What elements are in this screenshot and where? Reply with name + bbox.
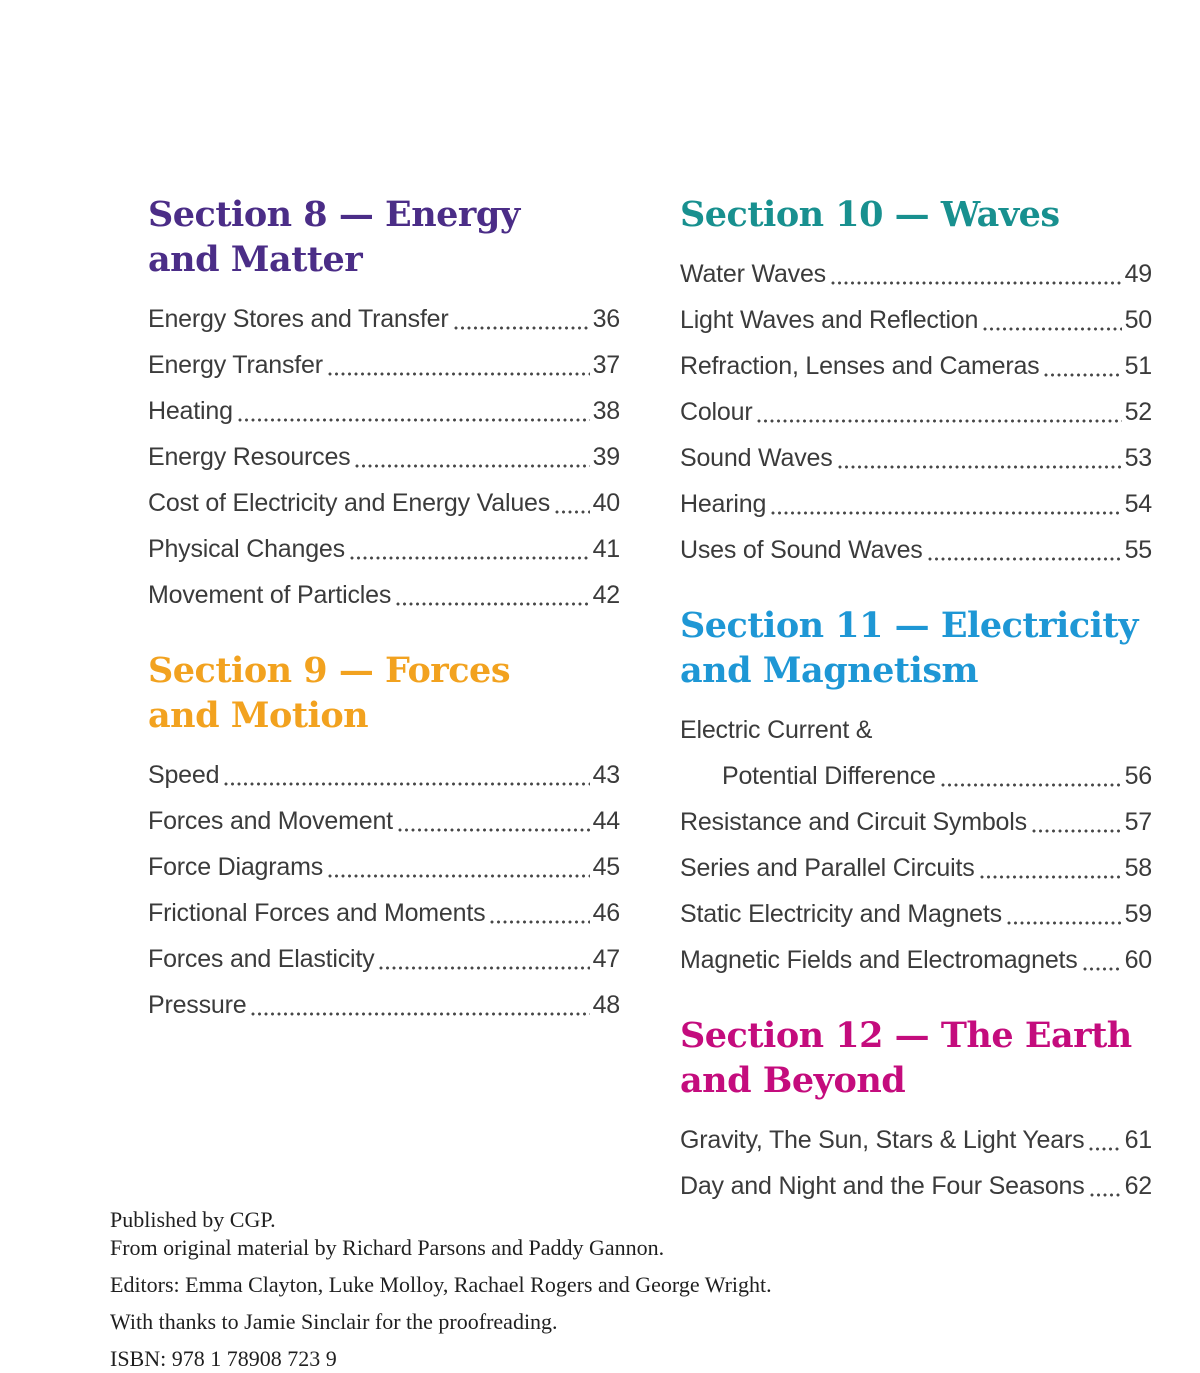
dotted-leader xyxy=(838,465,1122,469)
toc-entry xyxy=(148,434,620,480)
dotted-leader xyxy=(771,511,1121,515)
toc-entry-page: 36 xyxy=(592,305,620,333)
dotted-leader xyxy=(328,372,590,376)
toc-entry-title: Colour xyxy=(680,398,753,426)
toc-entry xyxy=(680,707,1152,753)
toc-entry xyxy=(680,343,1152,389)
toc-entry xyxy=(148,296,620,342)
toc-right-column xyxy=(680,192,1152,1209)
dotted-leader xyxy=(1007,921,1122,925)
dotted-leader xyxy=(928,557,1122,561)
toc-entry-title: Potential Difference xyxy=(722,762,936,790)
toc-entry-page: 40 xyxy=(592,489,620,517)
toc-entry-page: 43 xyxy=(592,761,620,789)
dotted-leader xyxy=(454,326,590,330)
toc-entry-title: Static Electricity and Magnets xyxy=(680,900,1002,928)
toc-entry-page: 48 xyxy=(592,991,620,1019)
toc-entry-page: 42 xyxy=(592,581,620,609)
toc-entry-title: Day and Night and the Four Seasons xyxy=(680,1172,1085,1200)
toc-entry-page: 52 xyxy=(1124,398,1152,426)
toc-entry xyxy=(680,389,1152,435)
toc-entry xyxy=(680,527,1152,573)
dotted-leader xyxy=(555,510,590,514)
toc-entry xyxy=(148,936,620,982)
toc-entry xyxy=(148,844,620,890)
section-12-heading-line1: Section 12 — The Earth xyxy=(680,1015,1132,1056)
toc-entry-title: Movement of Particles xyxy=(148,581,392,609)
toc-entry-page: 59 xyxy=(1124,900,1152,928)
toc-entry-title: Forces and Elasticity xyxy=(148,945,375,973)
dotted-leader xyxy=(379,966,589,970)
dotted-leader xyxy=(224,782,589,786)
toc-entry-page: 50 xyxy=(1124,306,1152,334)
toc-entry xyxy=(680,1117,1152,1163)
toc-entry xyxy=(148,572,620,618)
toc-entry-title: Gravity, The Sun, Stars & Light Years xyxy=(680,1126,1085,1154)
toc-entry xyxy=(148,342,620,388)
toc-entry-title: Sound Waves xyxy=(680,444,833,472)
toc-entry xyxy=(148,798,620,844)
toc-left-column xyxy=(148,192,620,1209)
toc-entry xyxy=(680,251,1152,297)
toc-entry-title: Speed xyxy=(148,761,220,789)
section-11-heading-line2: and Magnetism xyxy=(680,650,979,691)
toc-entry-title: Frictional Forces and Moments xyxy=(148,899,486,927)
toc-entry-page: 58 xyxy=(1124,854,1152,882)
toc-entry-page: 44 xyxy=(592,807,620,835)
toc-entry-page: 57 xyxy=(1124,808,1152,836)
toc-entry xyxy=(148,752,620,798)
toc-entry-title: Refraction, Lenses and Cameras xyxy=(680,352,1040,380)
toc-entry-title: Pressure xyxy=(148,991,247,1019)
dotted-leader xyxy=(355,464,589,468)
toc-entry-title: Electric Current & xyxy=(680,716,873,744)
toc-entry-page: 53 xyxy=(1124,444,1152,472)
toc-entry-title: Force Diagrams xyxy=(148,853,324,881)
toc-entry-title: Light Waves and Reflection xyxy=(680,306,979,334)
isbn-line: ISBN: 978 1 78908 723 9 xyxy=(110,1346,337,1371)
toc-entry-page: 39 xyxy=(592,443,620,471)
toc-entry-page: 37 xyxy=(592,351,620,379)
toc-entry xyxy=(680,1163,1152,1209)
section-8-heading-line2: and Matter xyxy=(148,239,363,280)
toc-entry xyxy=(680,799,1152,845)
publication-credits xyxy=(110,1206,772,1373)
toc-entry xyxy=(680,891,1152,937)
dotted-leader xyxy=(1032,829,1122,833)
toc-entry xyxy=(148,480,620,526)
toc-entry-title: Heating xyxy=(148,397,233,425)
toc-entry xyxy=(680,481,1152,527)
dotted-leader xyxy=(398,828,590,832)
toc-entry xyxy=(680,435,1152,481)
section-10-heading-line1: Section 10 — Waves xyxy=(680,194,1060,235)
table-of-contents xyxy=(0,192,1200,1209)
toc-entry-page: 45 xyxy=(592,853,620,881)
toc-entry-page: 61 xyxy=(1124,1126,1152,1154)
toc-entry-title: Energy Transfer xyxy=(148,351,323,379)
dotted-leader xyxy=(350,556,590,560)
section-9-heading-line1: Section 9 — Forces xyxy=(148,650,511,691)
toc-entry xyxy=(680,297,1152,343)
section-12-heading xyxy=(680,1013,1152,1103)
toc-entry-title: Resistance and Circuit Symbols xyxy=(680,808,1027,836)
dotted-leader xyxy=(757,419,1121,423)
toc-entry-title: Cost of Electricity and Energy Values xyxy=(148,489,551,517)
toc-entry-page: 51 xyxy=(1124,352,1152,380)
dotted-leader xyxy=(1089,1147,1121,1151)
section-12-heading-line2: and Beyond xyxy=(680,1060,906,1101)
toc-entry-title: Physical Changes xyxy=(148,535,345,563)
toc-entry-page: 62 xyxy=(1124,1172,1152,1200)
toc-entry-title: Forces and Movement xyxy=(148,807,393,835)
dotted-leader xyxy=(251,1012,589,1016)
toc-entry-title: Hearing xyxy=(680,490,767,518)
toc-entry-page: 55 xyxy=(1124,536,1152,564)
dotted-leader xyxy=(941,783,1122,787)
toc-entry xyxy=(680,753,1152,799)
section-9-heading xyxy=(148,648,620,738)
dotted-leader xyxy=(328,874,590,878)
proofreading-thanks-line: With thanks to Jamie Sinclair for the proofreading. xyxy=(110,1309,558,1334)
dotted-leader xyxy=(980,875,1122,879)
toc-entry-page: 56 xyxy=(1124,762,1152,790)
published-by-line: Published by CGP. xyxy=(110,1207,276,1232)
toc-entry-page: 49 xyxy=(1124,260,1152,288)
dotted-leader xyxy=(1083,967,1122,971)
section-10-heading xyxy=(680,192,1152,237)
dotted-leader xyxy=(396,602,589,606)
toc-entry-title: Series and Parallel Circuits xyxy=(680,854,975,882)
toc-entry-title: Energy Resources xyxy=(148,443,351,471)
toc-entry-title: Energy Stores and Transfer xyxy=(148,305,449,333)
dotted-leader xyxy=(831,281,1122,285)
section-9-heading-line2: and Motion xyxy=(148,695,369,736)
toc-entry-page: 41 xyxy=(592,535,620,563)
toc-entry-page: 38 xyxy=(592,397,620,425)
section-11-heading xyxy=(680,603,1152,693)
toc-entry xyxy=(148,388,620,434)
section-11-heading-line1: Section 11 — Electricity xyxy=(680,605,1138,646)
toc-entry-title: Magnetic Fields and Electromagnets xyxy=(680,946,1078,974)
toc-entry xyxy=(680,937,1152,983)
dotted-leader xyxy=(1090,1193,1122,1197)
toc-entry-title: Water Waves xyxy=(680,260,826,288)
toc-entry xyxy=(148,526,620,572)
toc-entry-page: 60 xyxy=(1124,946,1152,974)
toc-entry-title: Uses of Sound Waves xyxy=(680,536,923,564)
dotted-leader xyxy=(238,418,590,422)
toc-entry xyxy=(148,982,620,1028)
dotted-leader xyxy=(490,920,589,924)
toc-entry-page: 54 xyxy=(1124,490,1152,518)
section-8-heading-line1: Section 8 — Energy xyxy=(148,194,520,235)
toc-entry-page: 47 xyxy=(592,945,620,973)
dotted-leader xyxy=(983,327,1121,331)
toc-entry-page: 46 xyxy=(592,899,620,927)
original-material-line: From original material by Richard Parsons and Paddy Gannon. xyxy=(110,1235,665,1260)
toc-entry xyxy=(148,890,620,936)
toc-entry xyxy=(680,845,1152,891)
dotted-leader xyxy=(1044,373,1121,377)
section-8-heading xyxy=(148,192,620,282)
editors-line: Editors: Emma Clayton, Luke Molloy, Rachael Rogers and George Wright. xyxy=(110,1272,772,1297)
